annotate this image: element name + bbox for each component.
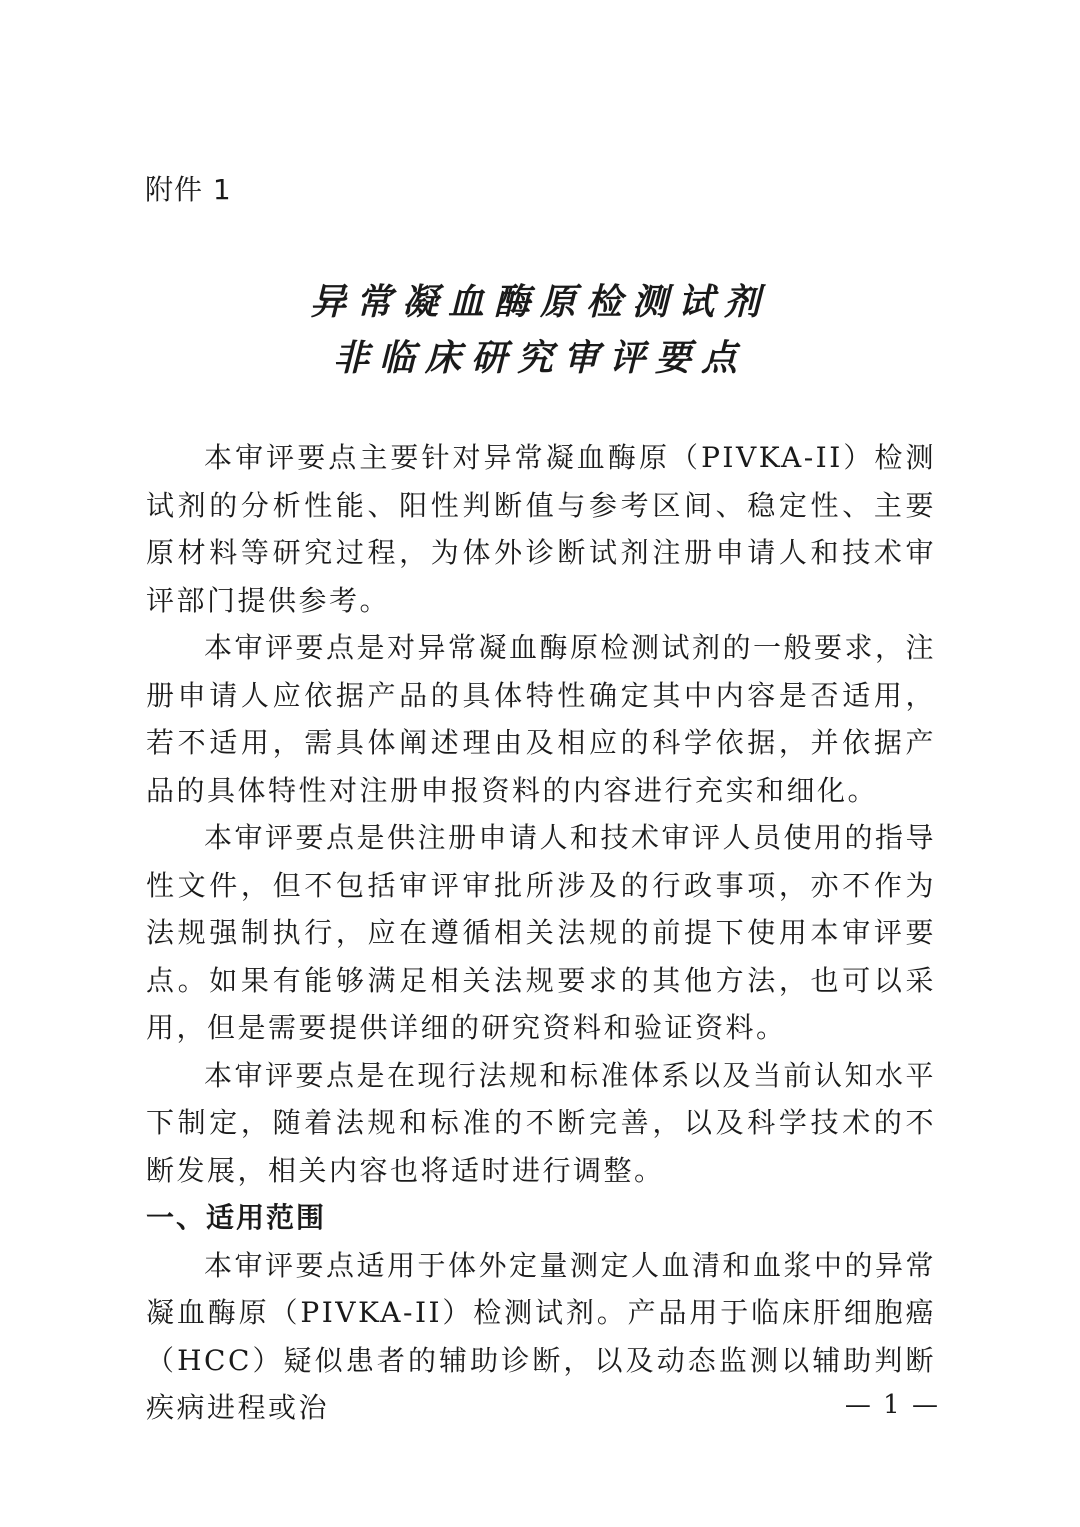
intro-paragraph-3: 本审评要点是供注册申请人和技术审评人员使用的指导性文件，但不包括审评审批所涉及的行政事项，亦不作为法规强制执行，应在遵循相关法规的前提下使用本审评要点。如果有能够满足相关法规要求的其他方法，也可以采用，但是需要提供详细的研究资料和验证资料。 [146, 821, 937, 1044]
intro-paragraph-1: 本审评要点主要针对异常凝血酶原（PIVKA-II）检测试剂的分析性能、阳性判断值与参考区间、稳定性、主要原材料等研究过程，为体外诊断试剂注册申请人和技术审评部门提供参考。 [146, 441, 936, 617]
document-title-line-1: 异常凝血酶原检测试剂 [309, 282, 770, 323]
intro-paragraph-4: 本审评要点是在现行法规和标准体系以及当前认知水平下制定，随着法规和标准的不断完善，以及科学技术的不断发展，相关内容也将适时进行调整。 [146, 1058, 937, 1187]
section-heading-scope: 一、适用范围 [146, 1201, 327, 1234]
document-title-line-2: 非临床研究审评要点 [332, 338, 747, 379]
intro-paragraph-2: 本审评要点是对异常凝血酶原检测试剂的一般要求，注册申请人应依据产品的具体特性确定其中内容是否适用，若不适用，需具体阐述理由及相应的科学依据，并依据产品的具体特性对注册申报资料的内容进行充实和细化。 [146, 631, 937, 807]
scope-paragraph: 本审评要点适用于体外定量测定人血清和血浆中的异常凝血酶原（PIVKA-II）检测试剂。产品用于临床肝细胞癌（HCC）疑似患者的辅助诊断，以及动态监测以辅助判断疾病进程或治 [146, 1248, 937, 1424]
attachment-label: 附件 1 [145, 173, 232, 206]
page-number: — 1 — [844, 1390, 940, 1420]
document-body [146, 434, 936, 1432]
